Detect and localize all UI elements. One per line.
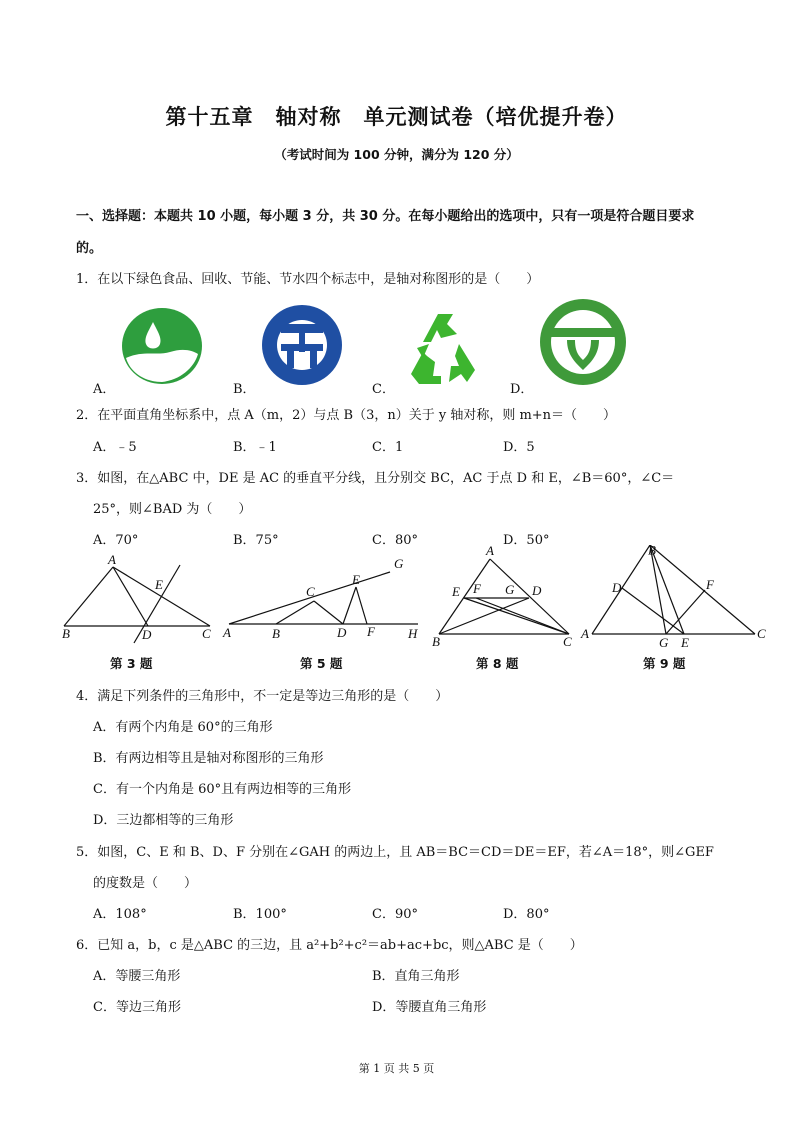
fig5-label-d: D <box>337 625 347 640</box>
q4-option-c: C．有一个内角是 60°且有两边相等的三角形 <box>93 782 352 797</box>
q5-option-a: A．108° <box>93 907 147 922</box>
green-food-logo <box>118 306 206 386</box>
fig8-label-f: F <box>473 581 481 596</box>
fig9-label-g: G <box>659 635 669 650</box>
fig9-label-c: C <box>757 626 766 641</box>
figure-9-caption: 第 9 题 <box>643 656 686 671</box>
q1-option-c-label: C． <box>372 382 395 397</box>
fig9-label-e: E <box>681 635 689 650</box>
q3-option-a: A．70° <box>93 533 139 548</box>
fig3-label-b: B <box>62 626 70 641</box>
q3-option-d: D．50° <box>503 533 550 548</box>
section-heading-line1: 一、选择题：本题共 10 小题，每小题 3 分，共 30 分。在每小题给出的选项中，只有一项是符合题目要求 <box>76 209 695 224</box>
q2-option-b: B．﹣1 <box>233 440 277 455</box>
fig3-label-e: E <box>155 577 163 592</box>
q4-option-d: D．三边都相等的三角形 <box>93 813 234 828</box>
q1-option-d-label: D． <box>510 382 534 397</box>
fig9-label-d: D <box>612 580 622 595</box>
fig8-label-b: B <box>432 634 440 649</box>
fig8-label-e: E <box>452 584 460 599</box>
q2-option-a: A．﹣5 <box>93 440 137 455</box>
question-3-stem-line1: 3．如图，在△ABC 中，DE 是 AC 的垂直平分线，且分别交 BC，AC 于点 D 和 E，∠B＝60°，∠C＝ <box>76 471 675 486</box>
q6-option-c: C．等边三角形 <box>93 1000 181 1015</box>
fig3-label-d: D <box>142 627 152 642</box>
fig8-label-d: D <box>532 583 542 598</box>
fig5-label-a: A <box>223 625 231 640</box>
question-5-stem-line2: 的度数是（ ） <box>93 876 198 891</box>
fig9-label-a: A <box>581 626 589 641</box>
question-4-stem: 4．满足下列条件的三角形中，不一定是等边三角形的是（ ） <box>76 689 449 704</box>
q5-option-b: B．100° <box>233 907 287 922</box>
fig5-label-h: H <box>408 626 418 641</box>
water-saving-logo <box>537 298 629 388</box>
figure-8-caption: 第 8 题 <box>476 656 519 671</box>
q5-option-c: C．90° <box>372 907 418 922</box>
q4-option-a: A．有两个内角是 60°的三角形 <box>93 720 273 735</box>
fig8-label-c: C <box>563 634 572 649</box>
q6-option-a: A．等腰三角形 <box>93 969 181 984</box>
page-number-footer: 第 1 页 共 5 页 <box>358 1062 435 1075</box>
q3-option-c: C．80° <box>372 533 418 548</box>
fig9-label-f: F <box>706 577 714 592</box>
section-heading-line2: 的。 <box>76 241 103 256</box>
fig8-label-a: A <box>486 545 494 558</box>
q1-option-b-label: B． <box>233 382 256 397</box>
fig8-label-g: G <box>505 582 515 597</box>
recycling-logo <box>259 304 347 388</box>
question-2-stem: 2．在平面直角坐标系中，点 A（m，2）与点 B（3，n）关于 y 轴对称，则 m+n＝（ ） <box>76 408 617 423</box>
q2-option-d: D．5 <box>503 440 535 455</box>
fig3-label-a: A <box>108 552 116 567</box>
figure-3 <box>64 565 210 643</box>
fig5-label-e: E <box>352 572 360 587</box>
question-6-stem: 6．已知 a，b，c 是△ABC 的三边，且 a²+b²+c²＝ab+ac+bc，则△ABC 是（ ） <box>76 938 583 953</box>
fig9-label-b: B <box>648 545 656 558</box>
question-3-stem-line2: 25°，则∠BAD 为（ ） <box>93 502 252 517</box>
q6-option-b: B．直角三角形 <box>372 969 460 984</box>
exam-info: （考试时间为 100 分钟，满分为 120 分） <box>274 147 519 162</box>
question-5-stem-line1: 5．如图，C、E 和 B、D、F 分别在∠GAH 的两边上，且 AB＝BC＝CD＝DE＝EF，若∠A＝18°，则∠GEF <box>76 845 714 860</box>
fig5-label-b: B <box>272 626 280 641</box>
q6-option-d: D．等腰直角三角形 <box>372 1000 487 1015</box>
figure-3-caption: 第 3 题 <box>110 656 153 671</box>
energy-saving-logo <box>393 304 493 388</box>
fig5-label-c: C <box>306 584 315 599</box>
fig5-label-g: G <box>394 556 404 571</box>
q2-option-c: C．1 <box>372 440 404 455</box>
figure-5 <box>229 572 418 624</box>
page-title: 第十五章 轴对称 单元测试卷（培优提升卷） <box>165 105 628 129</box>
q3-option-b: B．75° <box>233 533 279 548</box>
q1-option-a-label: A． <box>93 382 116 397</box>
q5-option-d: D．80° <box>503 907 550 922</box>
figure-5-caption: 第 5 题 <box>300 656 343 671</box>
question-1-stem: 1．在以下绿色食品、回收、节能、节水四个标志中，是轴对称图形的是（ ） <box>76 272 540 287</box>
geometry-figures <box>0 545 793 650</box>
q4-option-b: B．有两边相等且是轴对称图形的三角形 <box>93 751 324 766</box>
fig5-label-f: F <box>367 624 375 639</box>
fig3-label-c: C <box>202 626 211 641</box>
